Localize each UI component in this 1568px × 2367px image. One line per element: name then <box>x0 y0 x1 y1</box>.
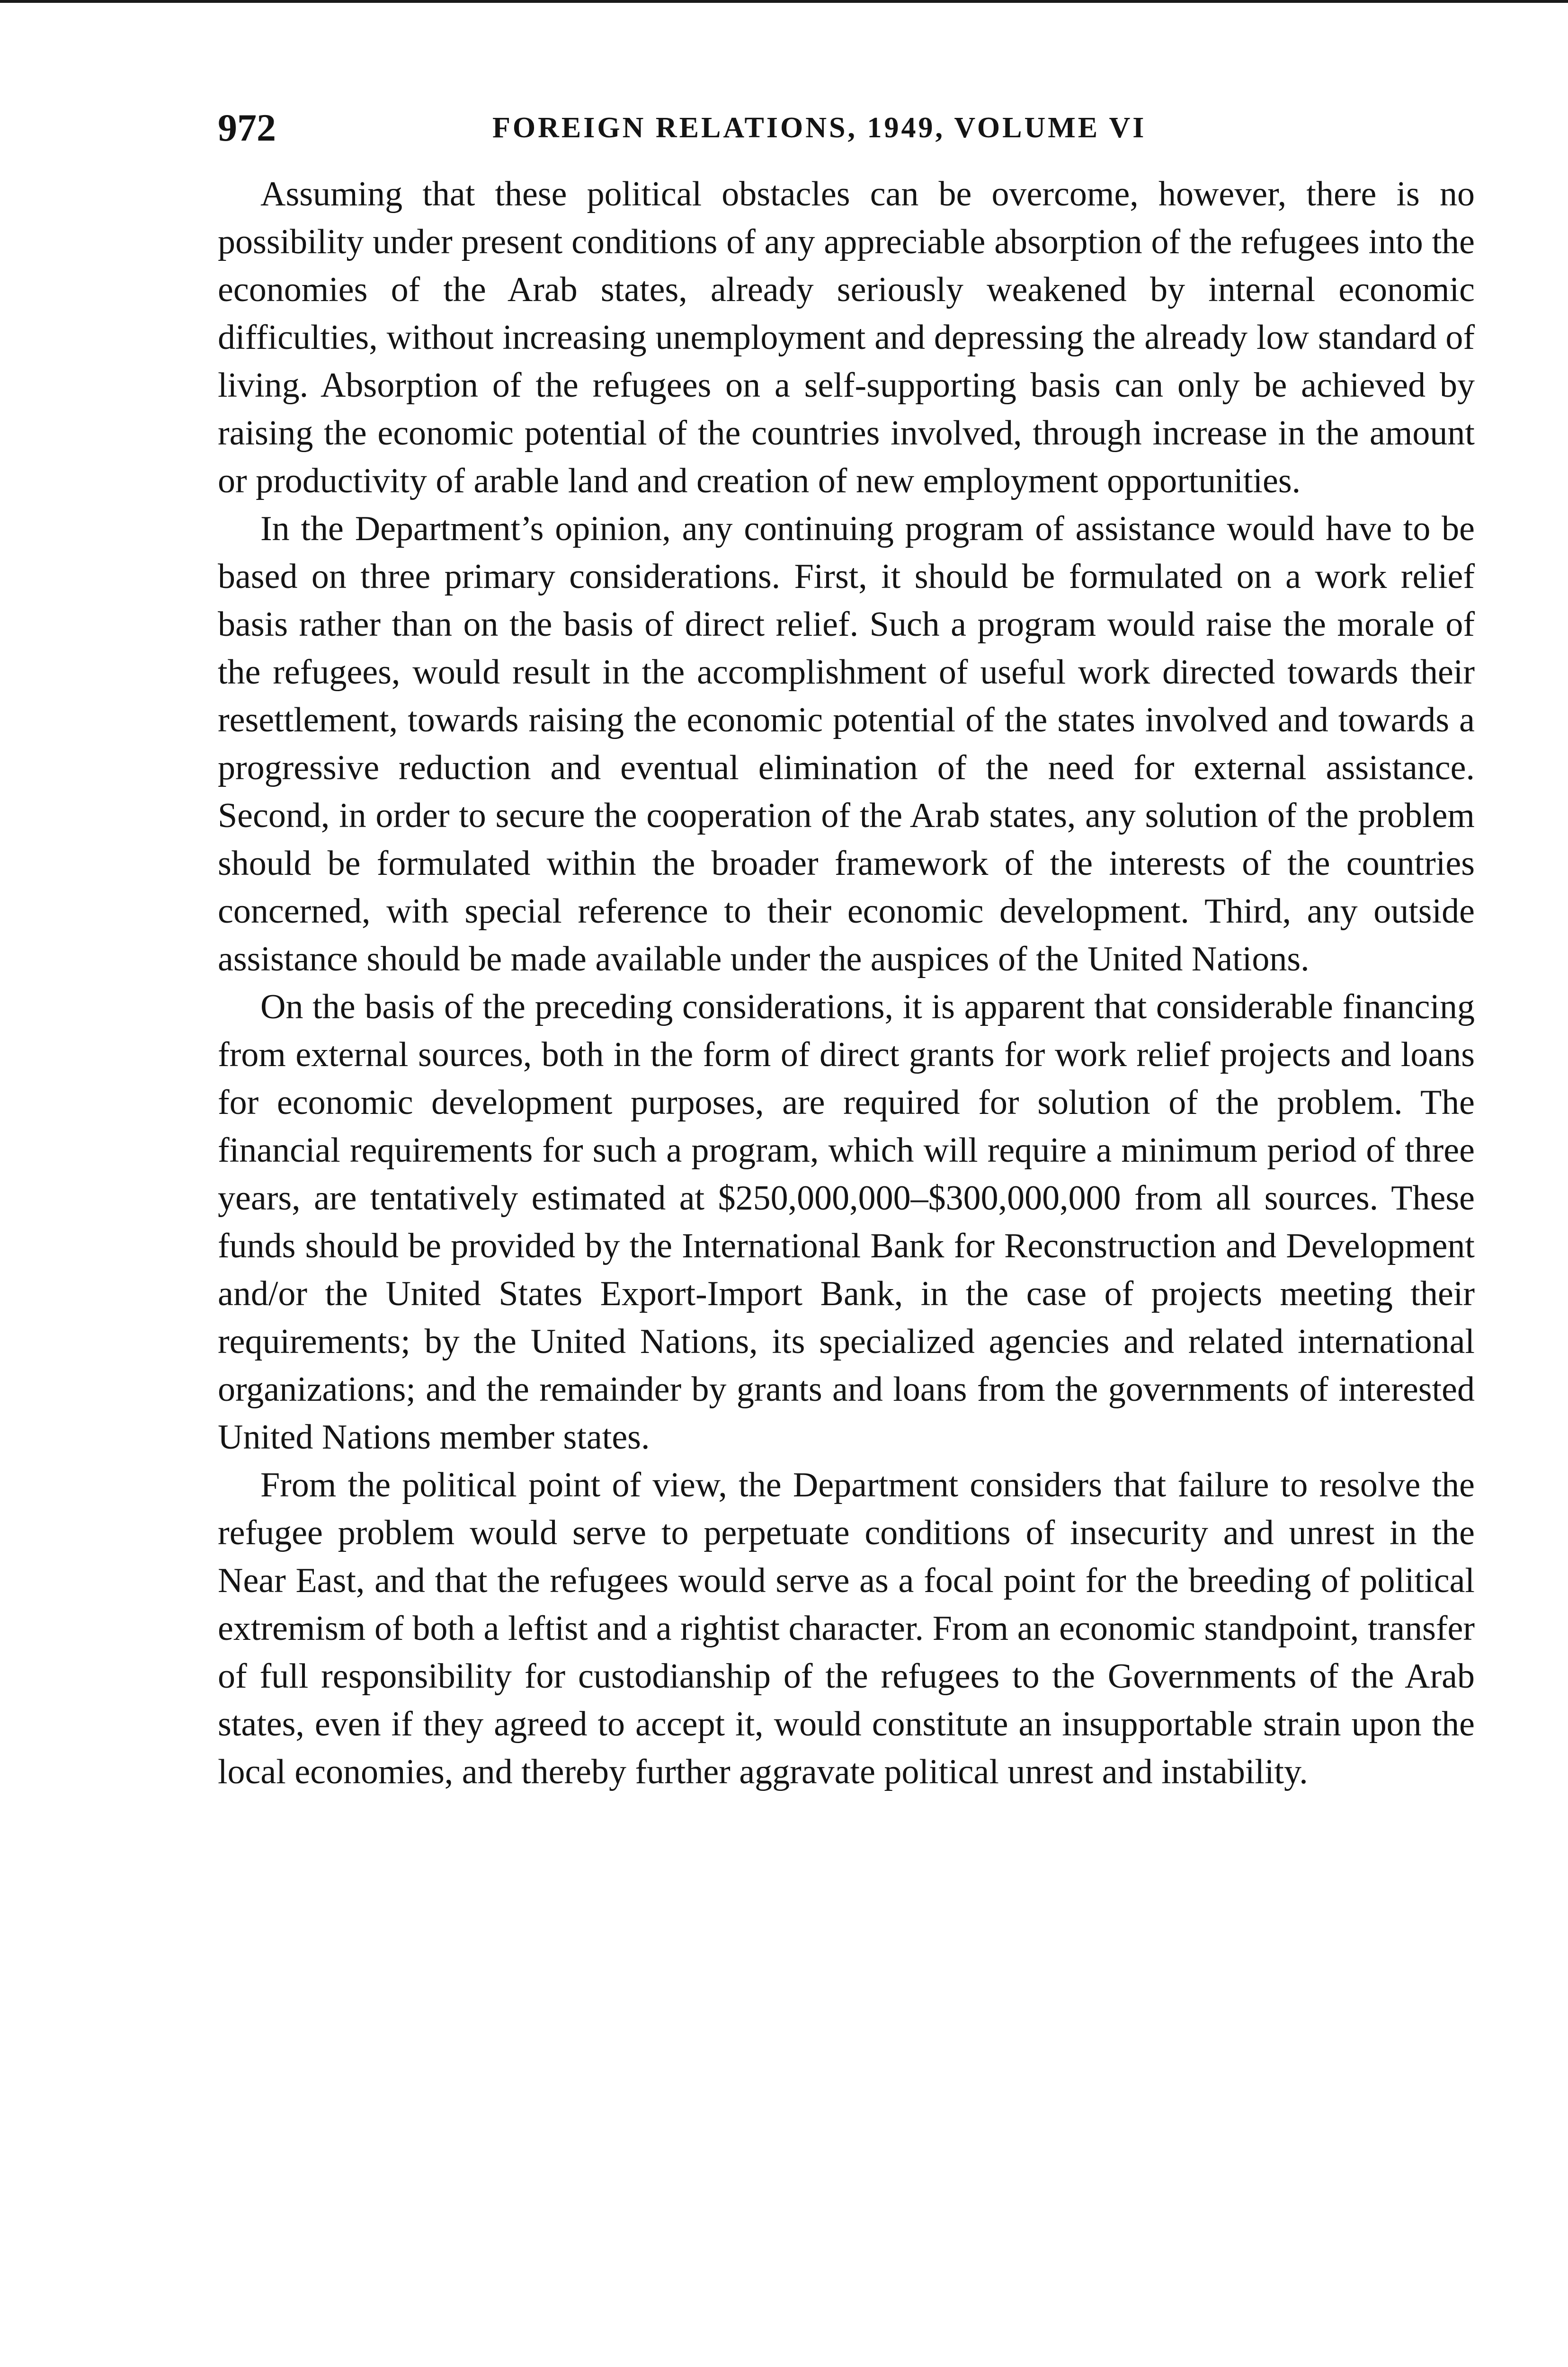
paragraph-department-opinion: In the Department’s opinion, any continuing program of assistance would have to be based on three primary considerations. First, it should be formulated on a work relief basis rather than on the basis of direct relief. Such a program would raise the morale of the refugees, would result in the accomplishment of useful work directed towards their resettlement, towards raising the economic potential of the states involved and towards a progressive reduction and eventual elimination of the need for external assistance. Second, in order to secure the cooperation of the Arab states, any solution of the problem should be formulated within the broader framework of the interests of the countries concerned, with special reference to their economic development. Third, any outside assistance should be made available under the auspices of the United Nations. <box>218 509 1475 979</box>
body-text <box>218 170 1475 1796</box>
paragraph-political-view: From the political point of view, the Department considers that failure to resolve the refugee problem would serve to perpetuate conditions of insecurity and unrest in the Near East, and that the refugees would serve as a focal point for the breeding of political extremism of both a leftist and a rightist character. From an economic standpoint, transfer of full responsibility for custodianship of the refugees to the Governments of the Arab states, even if they agreed to accept it, would constitute an insupportable strain upon the local economies, and thereby further aggravate political unrest and instability. <box>218 1466 1475 1791</box>
paragraph-financing: On the basis of the preceding considerations, it is apparent that considerable financing from external sources, both in the form of direct grants for work relief projects and loans for economic development purposes, are required for solution of the problem. The financial requirements for such a program, which will require a minimum period of three years, are tentatively estimated at $250,000,000–$300,000,000 from all sources. These funds should be provided by the International Bank for Reconstruction and Development and/or the United States Export-Import Bank, in the case of projects meeting their requirements; by the United Nations, its specialized agencies and related international organizations; and the remainder by grants and loans from the governments of interested United Nations member states. <box>218 988 1475 1457</box>
page-top-edge <box>0 0 1568 3</box>
document-page <box>218 95 1475 1796</box>
paragraph-absorption: Assuming that these political obstacles can be overcome, however, there is no possibility under present conditions of any appreciable absorption of the refugees into the economies of the Arab states, already seriously weakened by internal economic difficulties, without increasing unemployment and depressing the already low standard of living. Absorption of the refugees on a self-supporting basis can only be achieved by raising the economic potential of the countries involved, through increase in the amount or productivity of arable land and creation of new employment opportunities. <box>218 175 1475 500</box>
running-head <box>218 95 1475 161</box>
running-title: FOREIGN RELATIONS, 1949, VOLUME VI <box>492 112 1147 144</box>
page-number: 972 <box>218 106 276 149</box>
